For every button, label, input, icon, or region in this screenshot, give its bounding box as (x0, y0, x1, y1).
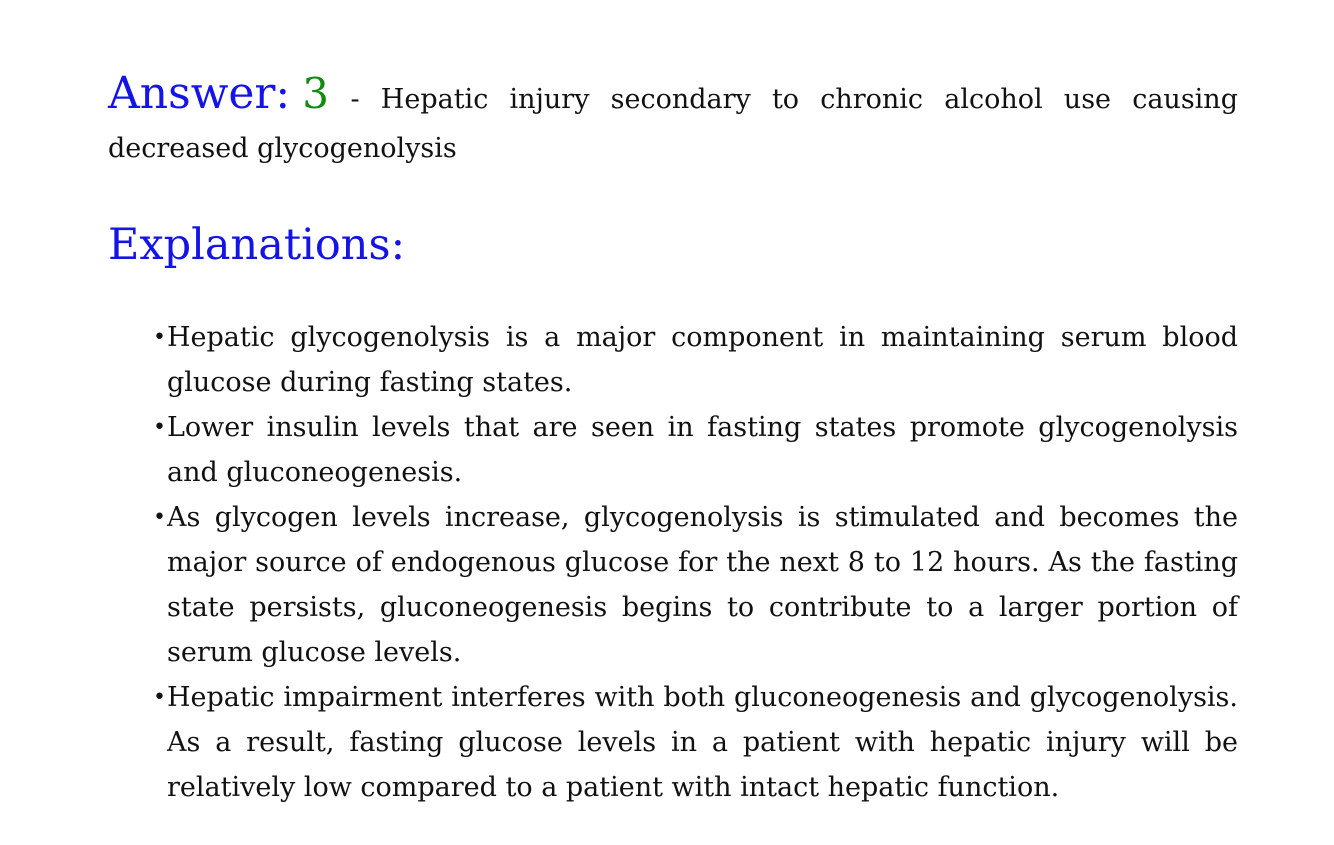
list-item-text: Lower insulin levels that are seen in fasting states promote glycogenolysis and gluconeogenesis. (167, 412, 1238, 488)
answer-line (108, 70, 1238, 173)
list-item (153, 315, 1238, 405)
list-item-text: Hepatic impairment interferes with both gluconeogenesis and glycogenolysis. As a result, fasting glucose levels in a patient with hepatic injury will be relatively low compared to a patient with intact hepatic function. (167, 682, 1238, 803)
list-item (153, 675, 1238, 810)
list-item (153, 495, 1238, 675)
explanations-title: Explanations: (108, 220, 406, 270)
bullet-icon: • (153, 415, 166, 440)
answer-text: - Hepatic injury secondary to chronic alcohol use causing decreased glycogenolysis (108, 84, 1238, 164)
list-item (153, 405, 1238, 495)
explanations-list (108, 315, 1238, 810)
bullet-icon: • (153, 325, 166, 350)
answer-number: 3 (302, 69, 329, 118)
answer-page (108, 70, 1238, 810)
list-item-text: Hepatic glycogenolysis is a major component in maintaining serum blood glucose during fasting states. (167, 322, 1238, 398)
bullet-icon: • (153, 685, 166, 710)
bullet-icon: • (153, 505, 166, 530)
list-item-text: As glycogen levels increase, glycogenolysis is stimulated and becomes the major source of endogenous glucose for the next 8 to 12 hours. As the fasting state persists, gluconeogenesis begins to contribute to a larger portion of serum glucose levels. (167, 502, 1238, 668)
answer-label: Answer: (108, 68, 291, 119)
